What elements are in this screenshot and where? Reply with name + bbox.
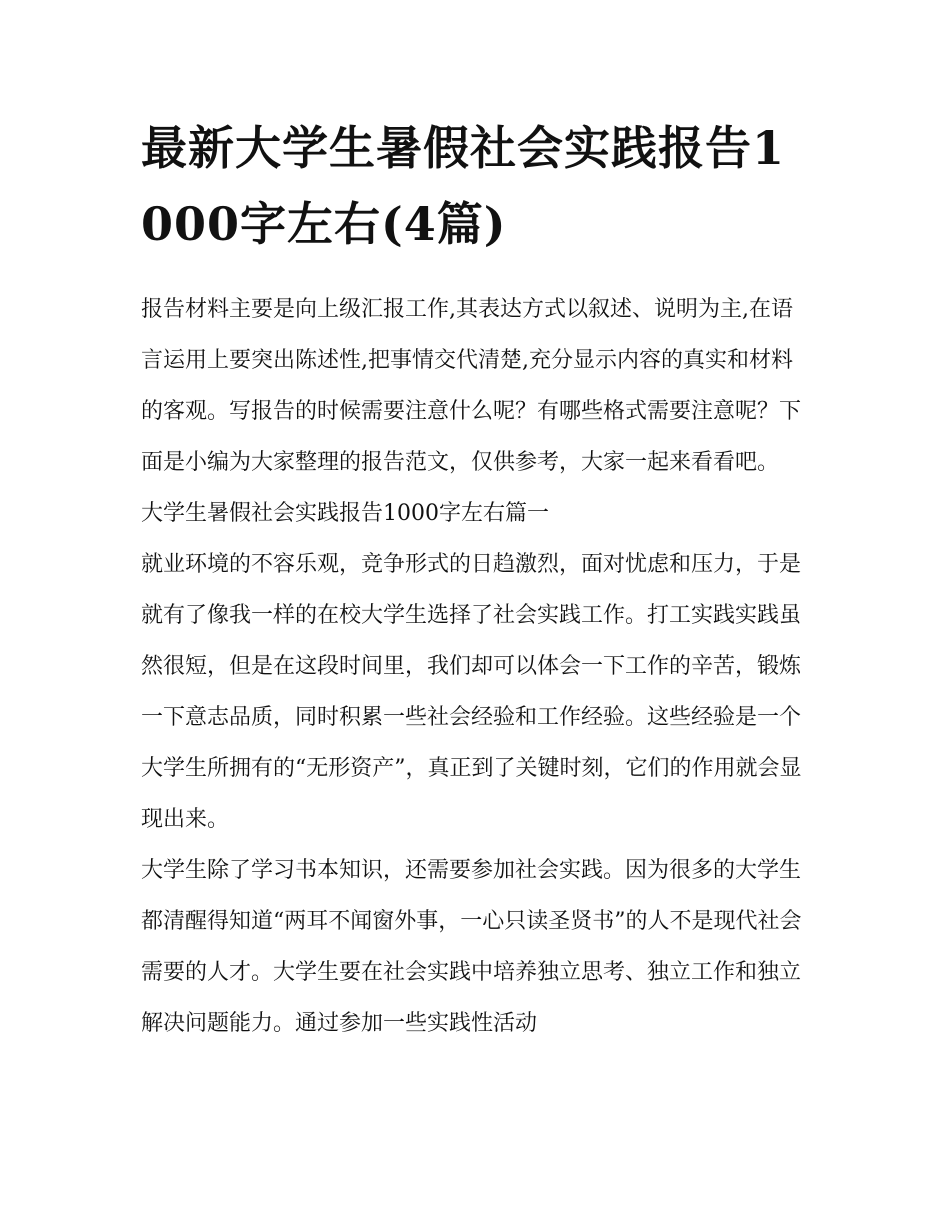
section-heading: 大学生暑假社会实践报告1000字左右篇一	[141, 501, 549, 526]
body-paragraph: 就业环境的不容乐观，竞争形式的日趋激烈，面对忧虑和压力，于是就有了像我一样的在校大学生选择了社会实践工作。打工实践实践虽然很短，但是在这段时间里，我们却可以体会一下工作的辛苦，锻炼一下意志品质，同时积累一些社会经验和工作经验。这些经验是一个大学生所拥有的“无形资产”，真正到了关键时刻，它们的作用就会显现出来。	[141, 552, 802, 832]
document-title: 最新大学生暑假社会实践报告1000字左右(4篇)	[141, 121, 786, 251]
body-paragraph: 大学生除了学习书本知识，还需要参加社会实践。因为很多的大学生都清醒得知道“两耳不闻窗外事，一心只读圣贤书”的人不是现代社会需要的人才。大学生要在社会实践中培养独立思考、独立工作和独立解决问题能力。通过参加一些实践性活动	[141, 858, 802, 1036]
document-body	[141, 110, 813, 1049]
intro-paragraph: 报告材料主要是向上级汇报工作,其表达方式以叙述、说明为主,在语言运用上要突出陈述性,把事情交代清楚,充分显示内容的真实和材料的客观。写报告的时候需要注意什么呢？有哪些格式需要注意呢？下面是小编为大家整理的报告范文，仅供参考，大家一起来看看吧。	[141, 297, 802, 475]
